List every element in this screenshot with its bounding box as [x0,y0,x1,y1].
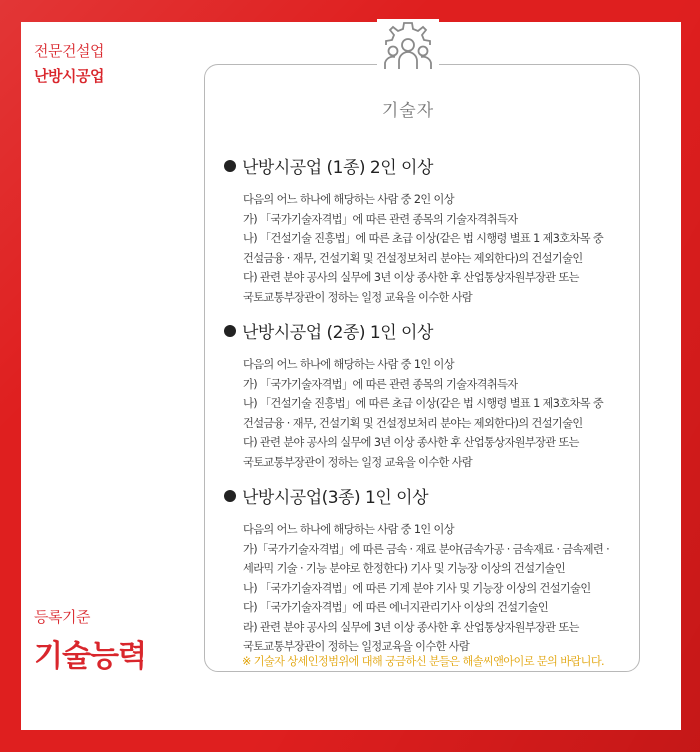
requirement-line: 라) 관련 분야 공사의 실무에 3년 이상 종사한 후 산업통상자원부장관 또는 [243,620,579,634]
category-label-block [34,40,104,86]
requirement-line: 건설금융 · 재무, 건설기획 및 건설정보처리 분야는 제외한다)의 건설기술인 [243,416,583,430]
requirement-line: 가) 「국가기술자격법」에 따른 관련 종목의 기술자격취득자 [243,377,518,391]
criteria-label-block [34,606,146,675]
inquiry-note: ※ 기술자 상세인정범위에 대해 궁금하신 분들은 해솔씨앤아이로 문의 바랍니다. [242,655,605,668]
bullet-dot-icon [224,160,236,172]
requirement-line: 나) 「건설기술 진흥법」에 따른 초급 이상(같은 법 시행령 별표 1 제3호차목 중 [243,232,604,245]
bullet-dot-icon [224,325,236,337]
section-heading: 난방시공업 (1종) 2인 이상 [224,153,634,178]
requirement-line: 국토교통부장관이 정하는 일정 교육을 이수한 사람 [243,290,473,304]
section-heading: 난방시공업 (2종) 1인 이상 [224,318,634,343]
requirement-line: 다) 관련 분야 공사의 실무에 3년 이상 종사한 후 산업통상자원부장관 또는 [243,436,579,449]
engineers-gear-icon [377,19,439,81]
section-type1 [224,153,634,307]
requirement-line: 국토교통부장관이 정하는 일정교육을 이수한 사람 [243,640,470,653]
criteria-value: 기술능력 [34,639,146,674]
section-heading: 난방시공업(3종) 1인 이상 [224,483,634,508]
requirement-line: 세라믹 기술 · 기능 분야로 한정한다) 기사 및 기능장 이상의 건설기술인 [243,562,566,575]
criteria-label: 등록기준 [34,608,90,626]
requirement-line: 가) 「국가기술자격법」에 따른 관련 종목의 기술자격취득자 [243,212,518,226]
requirement-line: 다음의 어느 하나에 해당하는 사람 중 1인 이상 [243,523,454,536]
requirement-line: 국토교통부장관이 정하는 일정 교육을 이수한 사람 [243,455,473,469]
requirement-line: 다음의 어느 하나에 해당하는 사람 중 2인 이상 [243,193,454,206]
requirement-line: 건설금융 · 재무, 건설기획 및 건설정보처리 분야는 제외한다)의 건설기술인 [243,251,583,265]
section-type2 [224,318,634,472]
bullet-dot-icon [224,490,236,502]
category-label: 전문건설업 [34,42,104,60]
requirement-line: 다음의 어느 하나에 해당하는 사람 중 1인 이상 [243,358,454,371]
card-title: 기술자 [370,96,446,121]
requirement-line: 나) 「국가기술자격법」에 따른 기계 분야 기사 및 기능장 이상의 건설기술인 [243,581,591,595]
requirement-line: 다) 「국가기술자격법」에 따른 에너지관리기사 이상의 건설기술인 [243,601,549,614]
requirement-line: 나) 「건설기술 진흥법」에 따른 초급 이상(같은 법 시행령 별표 1 제3호차목 중 [243,397,604,410]
requirement-line: 가)「국가기술자격법」에 따른 금속 · 재료 분야(금속가공 · 금속재료 · 금속제련 · [243,542,610,556]
category-value: 난방시공업 [34,67,104,85]
section-type3 [224,483,634,657]
requirement-line: 다) 관련 분야 공사의 실무에 3년 이상 종사한 후 산업통상자원부장관 또는 [243,271,579,284]
